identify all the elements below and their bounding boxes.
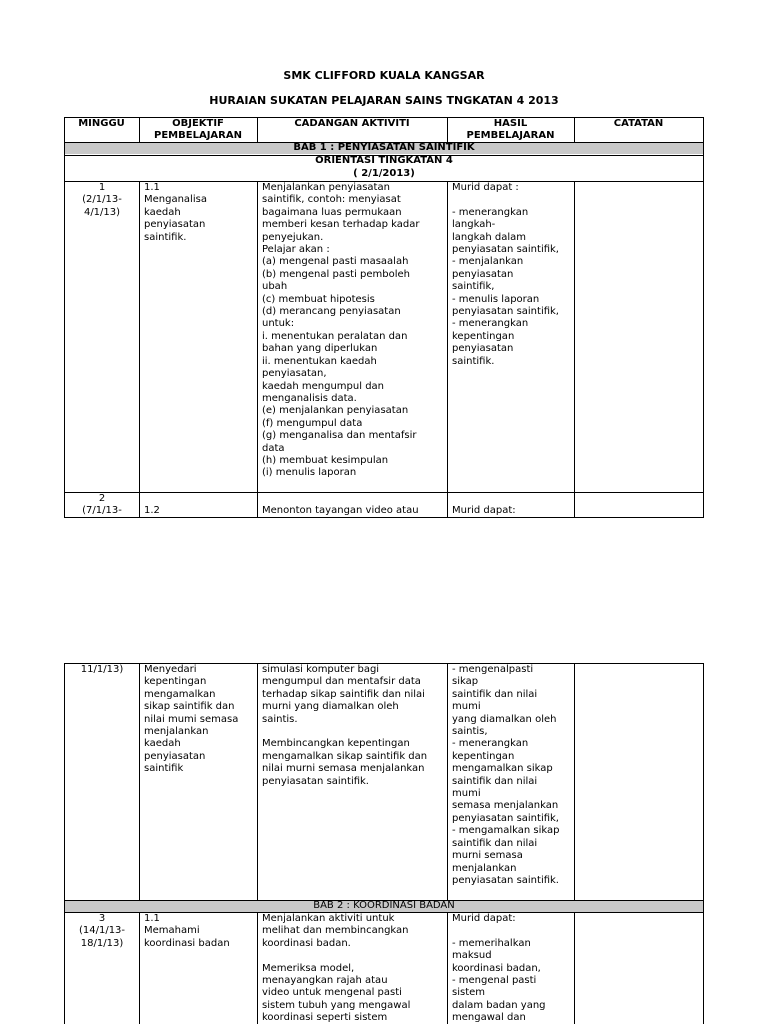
bab2-heading: BAB 2 : KOORDINASI BADAN [313, 900, 455, 911]
row3-objektif: 1.1 Memahami koordinasi badan [144, 913, 230, 949]
row3-minggu: 3 (14/1/13- 18/1/13) [78, 913, 126, 949]
header-minggu: MINGGU [78, 118, 125, 129]
document-subtitle: HURAIAN SUKATAN PELAJARAN SAINS TNGKATAN 4 2013 [209, 94, 559, 107]
row1-minggu: 1 (2/1/13- 4/1/13) [82, 182, 122, 218]
header-objektif: OBJEKTIF PEMBELAJARAN [154, 118, 242, 141]
row2-cont-hasil: - mengenalpasti sikap saintifik dan nilai mumi yang diamalkan oleh saintis, - menerangkan kepentingan mengamalkan sikap saintifik dan nilai mumi semasa menjalankan penyiasatan saintifik, - mengamalkan sikap saintifik dan nilai murni semasa menjalankan penyiasatan saintifik. [452, 664, 560, 886]
syllabus-table-part1 [64, 117, 704, 518]
header-catatan: CATATAN [613, 118, 664, 129]
row2-hasil: Murid dapat: [452, 505, 516, 516]
row2-minggu: 2 (7/1/13- [82, 493, 122, 517]
row2-cont-cadangan: simulasi komputer bagi mengumpul dan mentafsir data terhadap sikap saintifik dan nilai murni yang diamalkan oleh saintis. Membincangkan kepentingan mengamalkan sikap saintifik dan nilai murni semasa menjalankan penyiasatan saintifik. [262, 664, 428, 787]
header-cadangan: CADANGAN AKTIVITI [294, 118, 410, 129]
bab1-heading: BAB 1 : PENYIASATAN SAINTIFIK [293, 142, 475, 153]
row3-cadangan: Menjalankan aktiviti untuk melihat dan membincangkan koordinasi badan. Memeriksa model, menayangkan rajah atau video untuk mengenal pasti sistem tubuh yang mengawal koordinasi seperti sistem [262, 913, 411, 1024]
row2-cadangan: Menonton tayangan video atau [262, 505, 419, 516]
orientasi-heading: ORIENTASI TINGKATAN 4 ( 2/1/2013) [315, 155, 453, 179]
row1-cadangan: Menjalankan penyiasatan saintifik, contoh: menyiasat bagaimana luas permukaan memberi kesan terhadap kadar penyejukan. Pelajar akan : (a) mengenal pasti masaalah (b) mengenal pasti pemboleh ubah (c) membuat hipotesis (d) merancang penyiasatan untuk: i. menentukan peralatan dan bahan yang diperlukan ii. menentukan kaedah penyiasatan, kaedah mengumpul dan menganalisis data. (e) menjalankan penyiasatan (f) mengumpul data (g) menganalisa dan mentafsir data (h) membuat kesimpulan (i) menulis laporan [262, 182, 420, 479]
row2-cont-objektif: Menyedari kepentingan mengamalkan sikap saintifik dan nilai mumi semasa menjalankan kaedah penyiasatan saintifik [144, 664, 239, 775]
row1-objektif: 1.1 Menganalisa kaedah penyiasatan saintifik. [144, 182, 207, 243]
row2-cont-minggu: 11/1/13) [80, 664, 124, 675]
header-hasil: HASIL PEMBELAJARAN [466, 118, 555, 141]
school-title: SMK CLIFFORD KUALA KANGSAR [283, 69, 485, 82]
row2-objektif: 1.2 [144, 505, 160, 516]
syllabus-table-part2 [64, 663, 704, 1024]
row1-hasil: Murid dapat : - menerangkan langkah- langkah dalam penyiasatan saintifik, - menjalankan penyiasatan saintifik, - menulis laporan penyiasatan saintifik, - menerangkan kepentingan penyiasatan saintifik. [452, 182, 559, 367]
row3-hasil: Murid dapat: - memerihalkan maksud koordinasi badan, - mengenal pasti sistem dalam badan yang mengawal dan [452, 913, 546, 1024]
